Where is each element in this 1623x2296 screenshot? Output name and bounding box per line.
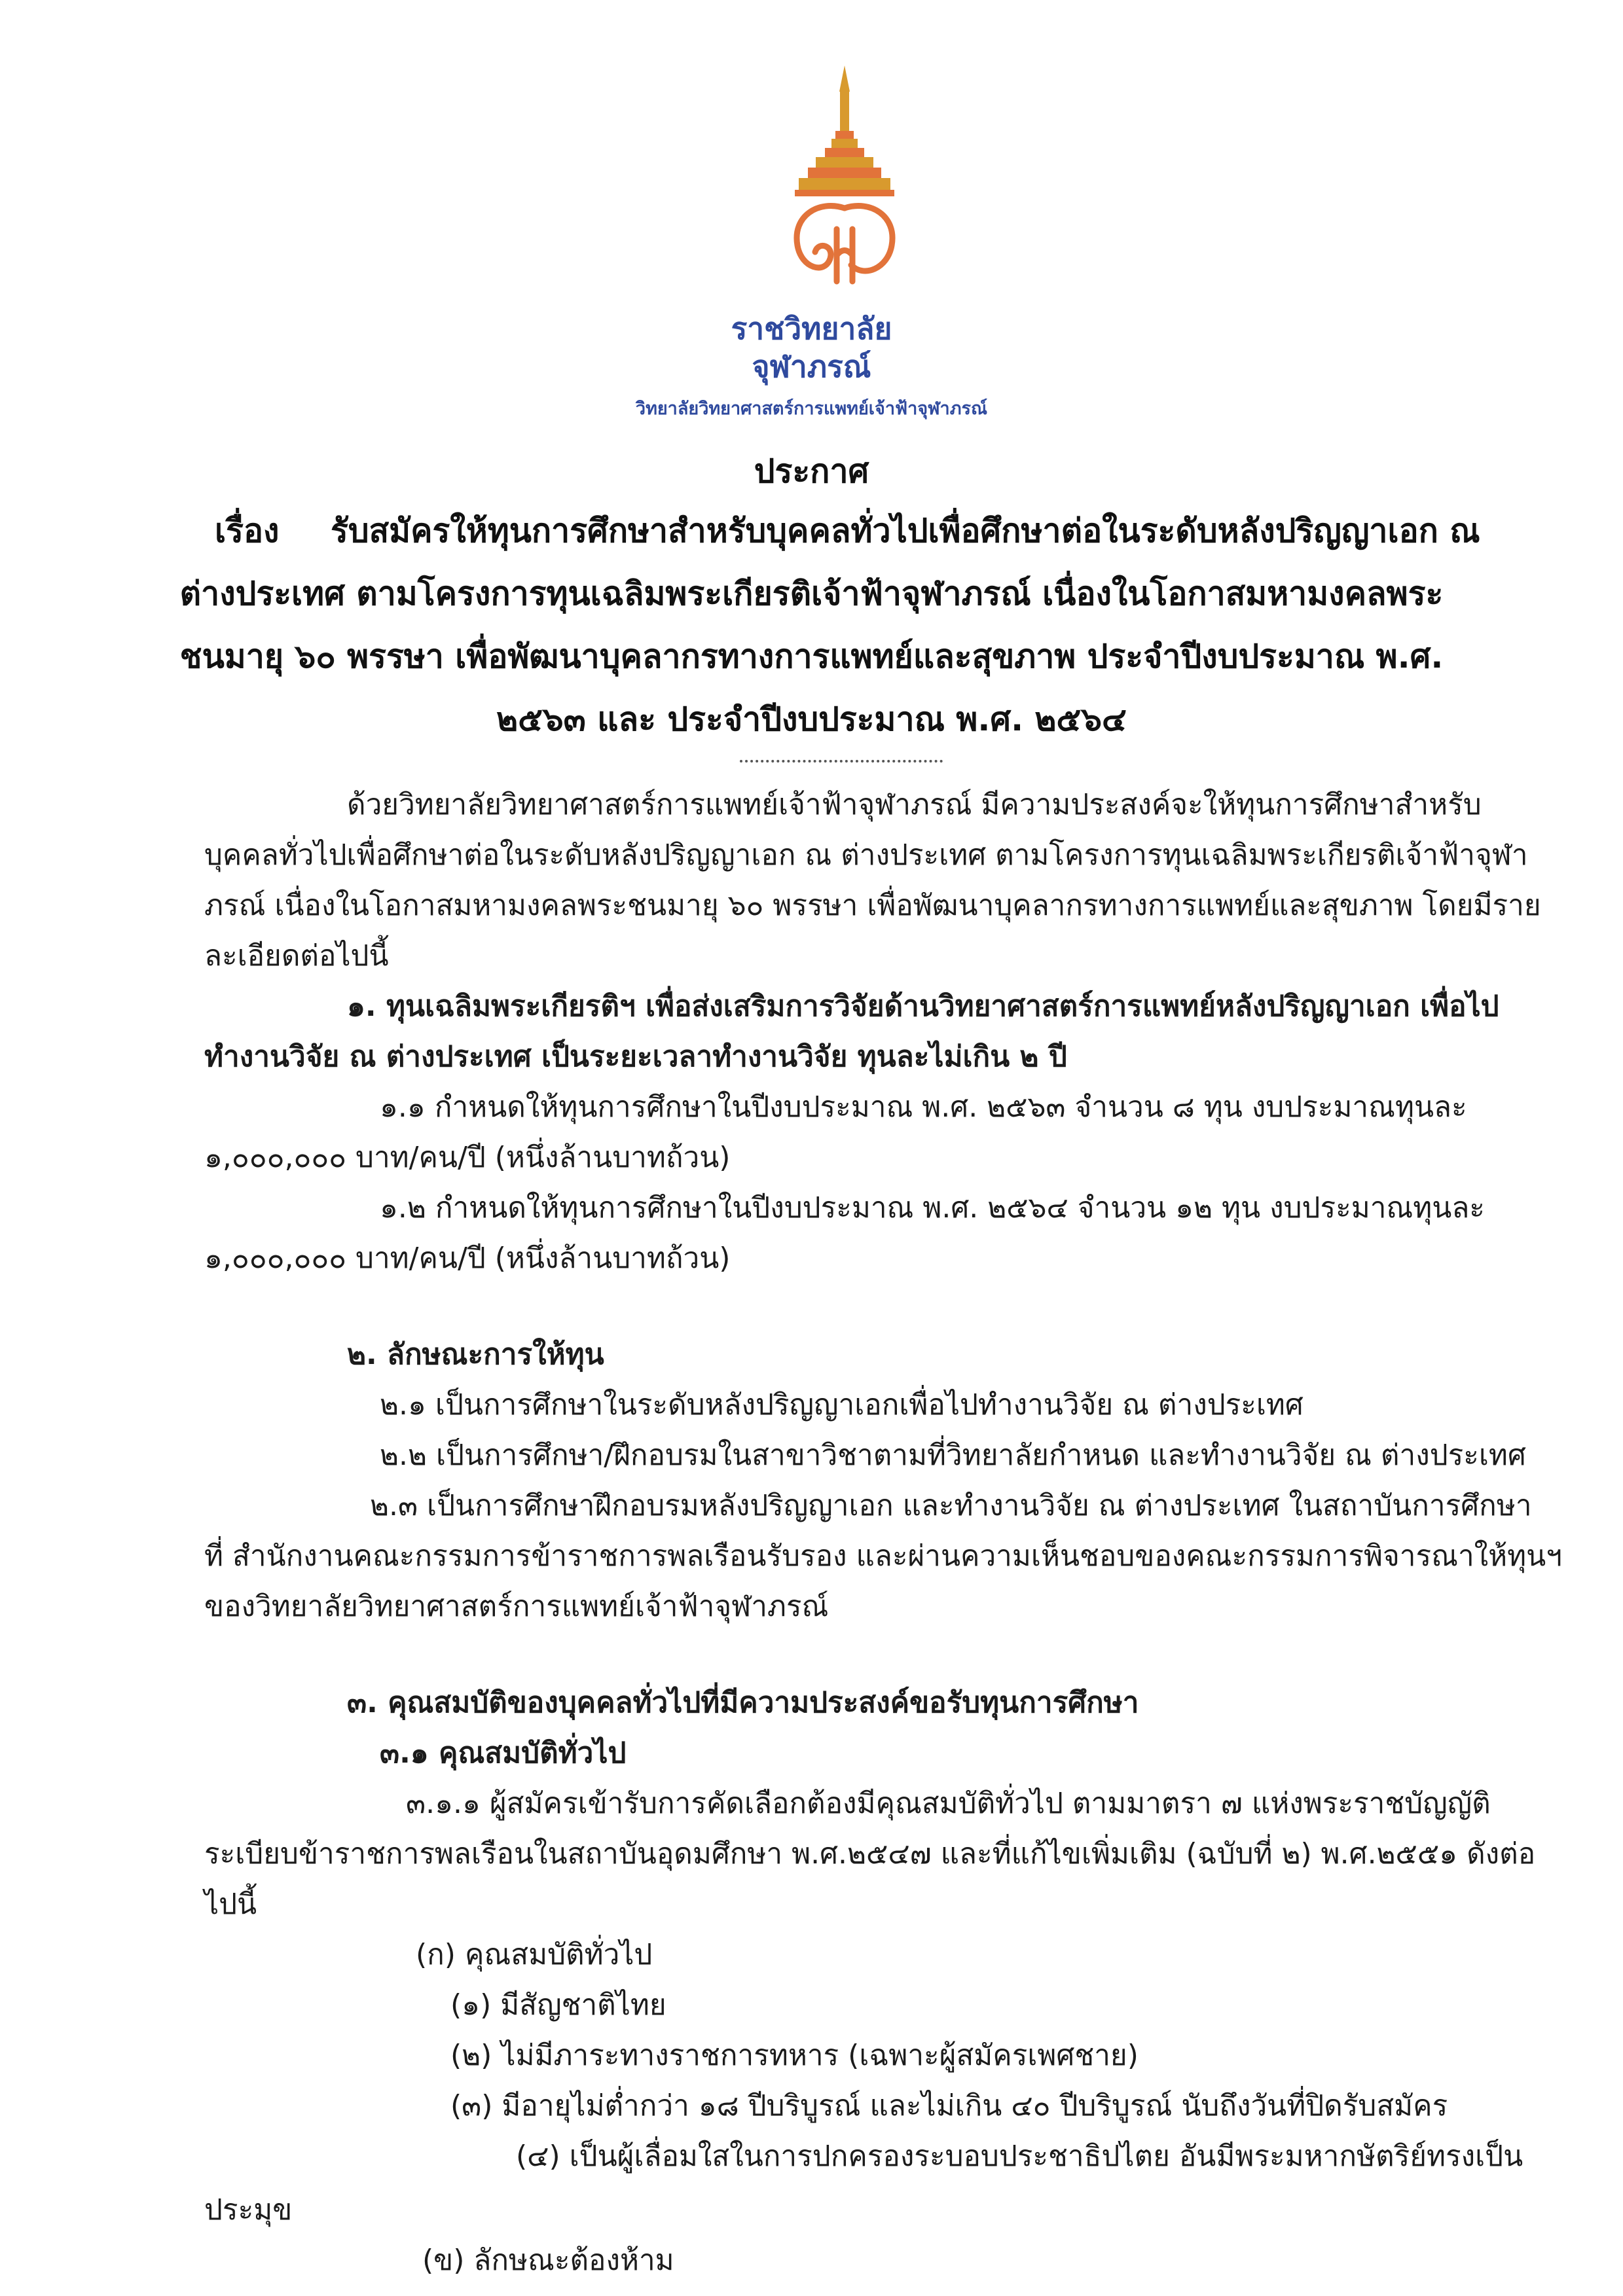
logo-text-line2: จุฬาภรณ์: [752, 349, 871, 384]
subject-line-4: ๒๕๖๓ และ ประจำปีงบประมาณ พ.ศ. ๒๕๖๔: [496, 700, 1127, 738]
section-3-1-title: ๓.๑ คุณสมบัติทั่วไป: [380, 1736, 627, 1770]
announcement-title: ประกาศ: [754, 452, 869, 490]
section-1-2-line-2: ๑,๐๐๐,๐๐๐ บาท/คน/ปี (หนึ่งล้านบาทถ้วน): [204, 1242, 731, 1275]
intro-line-2: บุคคลทั่วไปเพื่อศึกษาต่อในระดับหลังปริญญาเอก ณ ต่างประเทศ ตามโครงการทุนเฉลิมพระเกียรติเจ้าฟ้าจุฬา: [204, 838, 1528, 872]
subject-label: เรื่อง: [215, 512, 280, 550]
section-3-1-1-line-1: ๓.๑.๑ ผู้สมัครเข้ารับการคัดเลือกต้องมีคุณสมบัติทั่วไป ตามมาตรา ๗ แห่งพระราชบัญญัติ: [406, 1787, 1491, 1820]
item-2: (๒) ไม่มีภาระทางราชการทหาร (เฉพาะผู้สมัครเพศชาย): [450, 2039, 1139, 2072]
item-4-line-1: (๔) เป็นผู้เลื่อมใสในการปกครองระบอบประชาธิปไตย อันมีพระมหากษัตริย์ทรงเป็น: [516, 2140, 1523, 2173]
section-3-1-1-line-3: ไปนี้: [204, 1888, 257, 1921]
item-a: (ก) คุณสมบัติทั่วไป: [416, 1938, 653, 1971]
section-1-line-1: ๑. ทุนเฉลิมพระเกียรติฯ เพื่อส่งเสริมการวิจัยด้านวิทยาศาสตร์การแพทย์หลังปริญญาเอก เพื่อไป: [347, 990, 1499, 1023]
item-4-line-2: ประมุข: [204, 2193, 293, 2227]
college-emblem-icon: [779, 65, 910, 308]
section-1-1-line-1: ๑.๑ กำหนดให้ทุนการศึกษาในปีงบประมาณ พ.ศ. ๒๕๖๓ จำนวน ๘ ทุน งบประมาณทุนละ: [380, 1090, 1467, 1124]
section-2-3-line-2: ที่ สำนักงานคณะกรรมการข้าราชการพลเรือนรับรอง และผ่านความเห็นชอบของคณะกรรมการพิจารณาให้ทุนฯ: [204, 1539, 1562, 1573]
section-2-title: ๒. ลักษณะการให้ทุน: [347, 1338, 604, 1371]
subject-line-3: ชนมายุ ๖๐ พรรษา เพื่อพัฒนาบุคลากรทางการแพทย์และสุขภาพ ประจำปีงบประมาณ พ.ศ.: [179, 637, 1444, 675]
section-2-1: ๒.๑ เป็นการศึกษาในระดับหลังปริญญาเอกเพื่อไปทำงานวิจัย ณ ต่างประเทศ: [380, 1388, 1304, 1422]
subject-line-2: ต่างประเทศ ตามโครงการทุนเฉลิมพระเกียรติเจ้าฟ้าจุฬาภรณ์ เนื่องในโอกาสมหามงคลพระ: [179, 575, 1444, 613]
subject-line-1: รับสมัครให้ทุนการศึกษาสำหรับบุคคลทั่วไปเพื่อศึกษาต่อในระดับหลังปริญญาเอก ณ: [331, 512, 1480, 550]
logo-text-line1: ราชวิทยาลัย: [731, 311, 892, 346]
item-3: (๓) มีอายุไม่ต่ำกว่า ๑๘ ปีบริบูรณ์ และไม่เกิน ๔๐ ปีบริบูรณ์ นับถึงวันที่ปิดรับสมัคร: [450, 2089, 1448, 2123]
section-2-3-line-1: ๒.๓ เป็นการศึกษาฝึกอบรมหลังปริญญาเอก และทำงานวิจัย ณ ต่างประเทศ ในสถาบันการศึกษา: [370, 1489, 1532, 1522]
intro-line-4: ละเอียดต่อไปนี้: [204, 939, 389, 973]
section-3-1-1-line-2: ระเบียบข้าราชการพลเรือนในสถาบันอุดมศึกษา พ.ศ.๒๕๔๗ และที่แก้ไขเพิ่มเติม (ฉบับที่ ๒) พ.ศ.๒๕๕๑ ดังต่อ: [204, 1837, 1536, 1871]
section-1-1-line-2: ๑,๐๐๐,๐๐๐ บาท/คน/ปี (หนึ่งล้านบาทถ้วน): [204, 1141, 731, 1174]
logo-subtitle: วิทยาลัยวิทยาศาสตร์การแพทย์เจ้าฟ้าจุฬาภรณ์: [635, 399, 988, 419]
section-1-line-2: ทำงานวิจัย ณ ต่างประเทศ เป็นระยะเวลาทำงานวิจัย ทุนละไม่เกิน ๒ ปี: [204, 1040, 1067, 1073]
intro-line-3: ภรณ์ เนื่องในโอกาสมหามงคลพระชนมายุ ๖๐ พรรษา เพื่อพัฒนาบุคลากรทางการแพทย์และสุขภาพ โดยมีราย: [204, 889, 1541, 922]
intro-line-1: ด้วยวิทยาลัยวิทยาศาสตร์การแพทย์เจ้าฟ้าจุฬาภรณ์ มีความประสงค์จะให้ทุนการศึกษาสำหรับ: [347, 788, 1482, 821]
item-1: (๑) มีสัญชาติไทย: [450, 1988, 666, 2022]
item-b: (ข) ลักษณะต้องห้าม: [422, 2244, 674, 2277]
section-2-3-line-3: ของวิทยาลัยวิทยาศาสตร์การแพทย์เจ้าฟ้าจุฬาภรณ์: [204, 1590, 829, 1623]
section-1-2-line-1: ๑.๒ กำหนดให้ทุนการศึกษาในปีงบประมาณ พ.ศ. ๒๕๖๔ จำนวน ๑๒ ทุน งบประมาณทุนละ: [380, 1191, 1485, 1225]
dotted-separator: [740, 760, 943, 762]
section-3-title: ๓. คุณสมบัติของบุคคลทั่วไปที่มีความประสงค์ขอรับทุนการศึกษา: [347, 1686, 1139, 1719]
section-2-2: ๒.๒ เป็นการศึกษา/ฝึกอบรมในสาขาวิชาตามที่วิทยาลัยกำหนด และทำงานวิจัย ณ ต่างประเทศ: [380, 1439, 1526, 1472]
